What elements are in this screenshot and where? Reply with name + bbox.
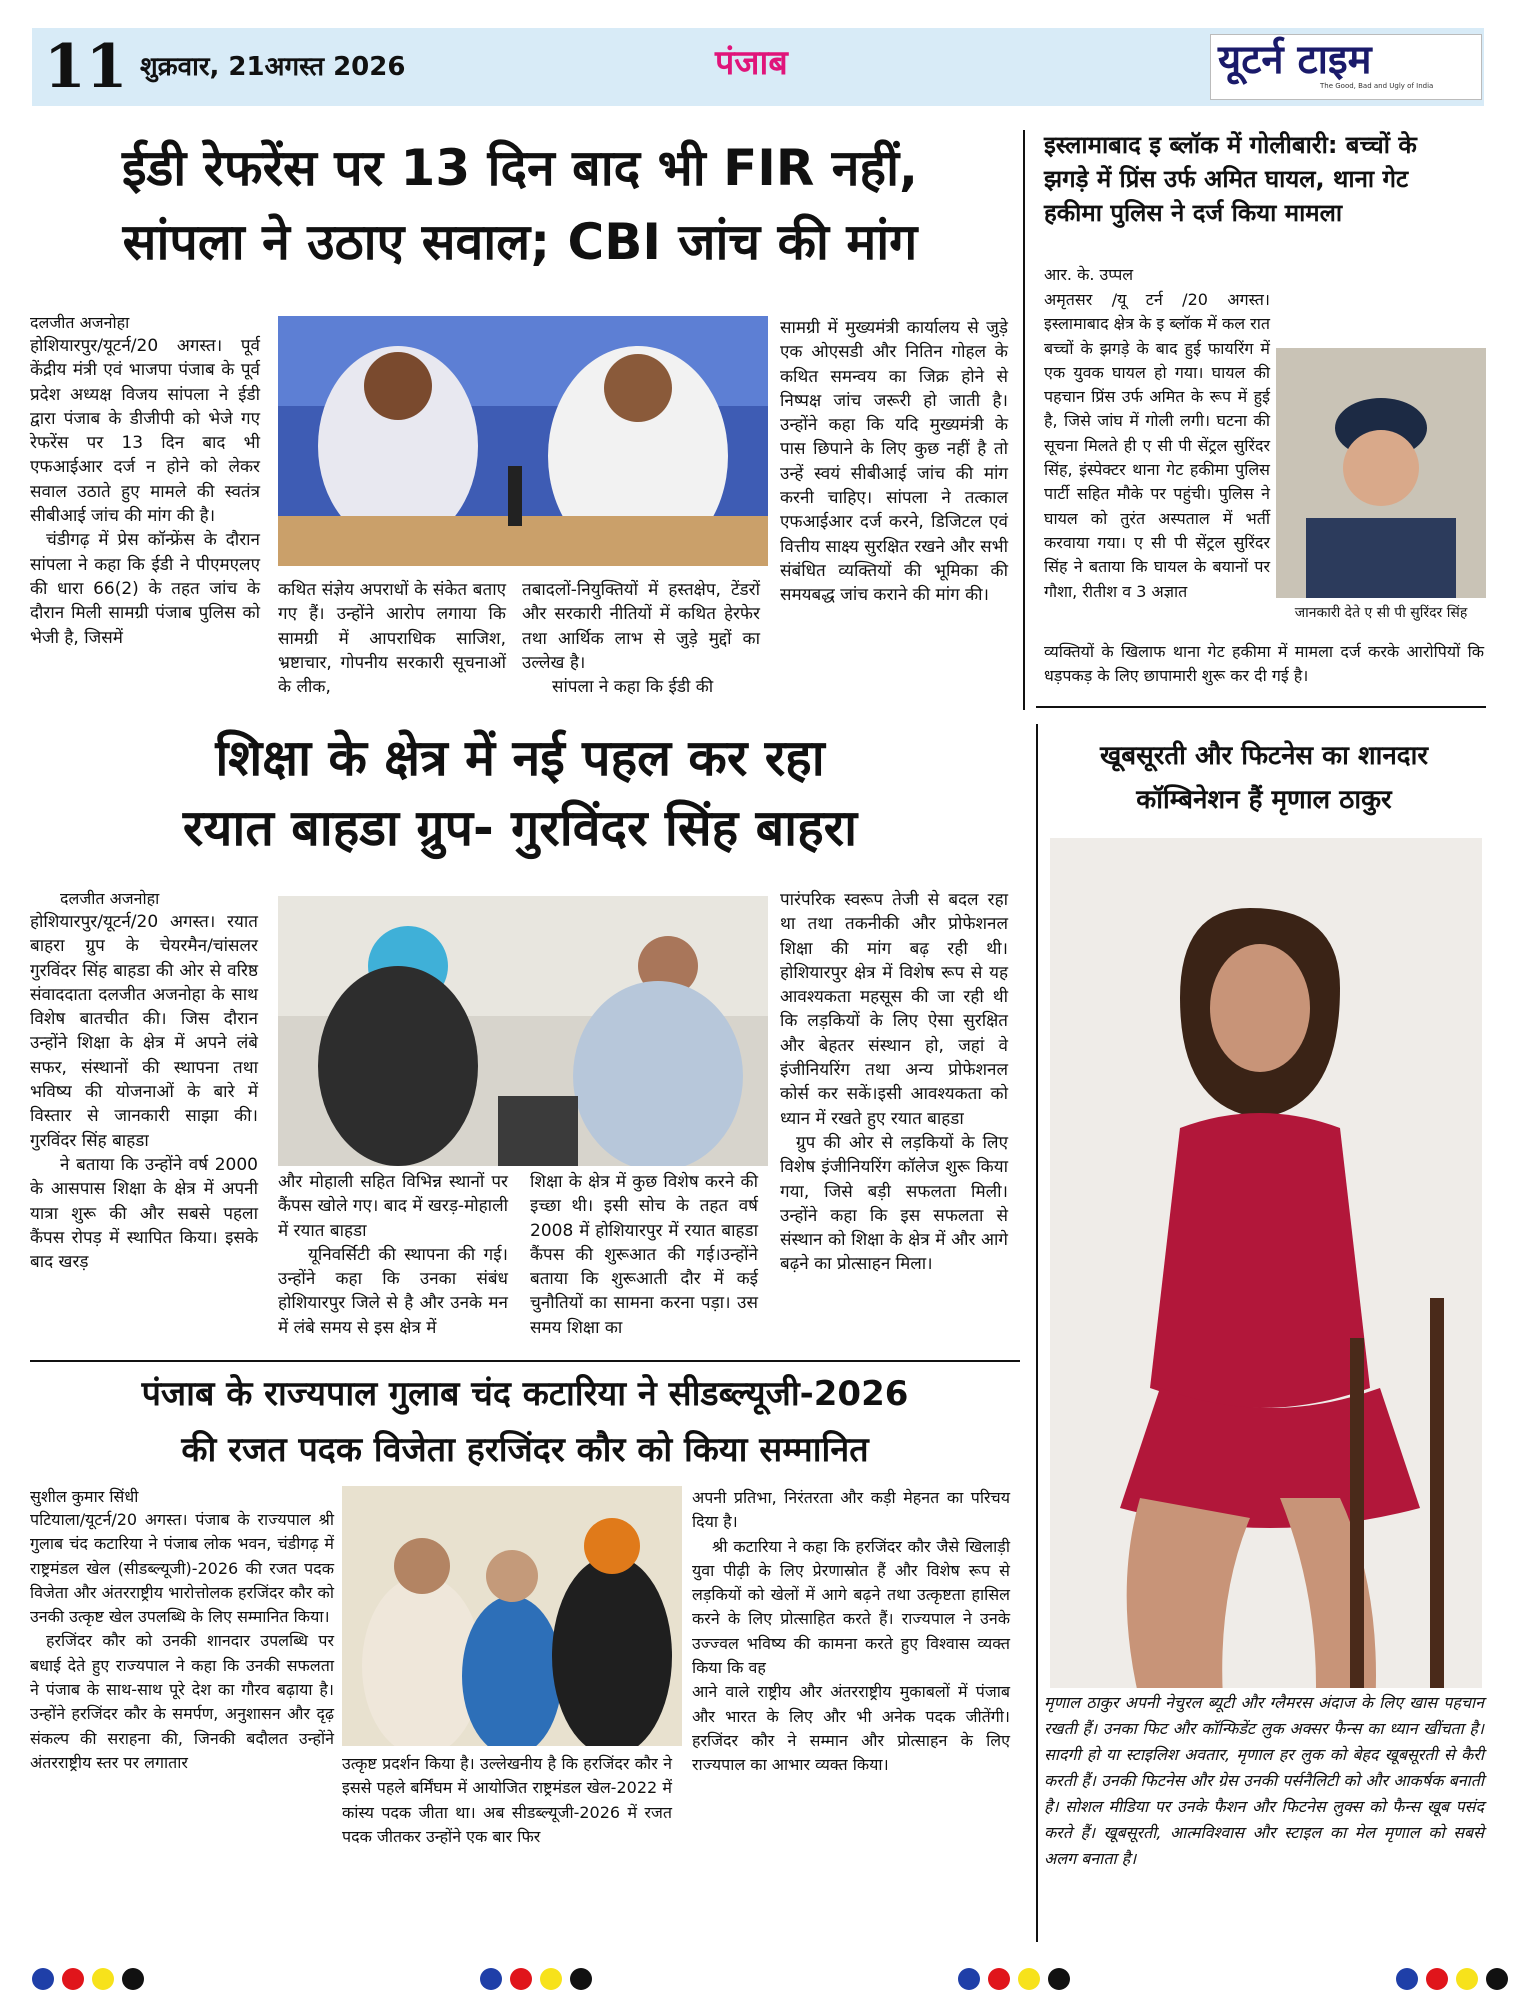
story4-headline-line2: कॉम्बिनेशन हैं मृणाल ठाकुर: [1136, 785, 1392, 815]
reg-dot-red: [988, 1968, 1010, 1990]
column-divider: [1023, 130, 1025, 710]
story1-col3-para1: तबादलों-नियुक्तियों में हस्तक्षेप, टेंडरों और सरकारी नीतियों में कथित हेरफेर तथा आर्थिक लाभ से जुड़े मुद्दों का उल्लेख है।: [522, 580, 760, 673]
story5-col1-para2: हरजिंदर कौर को उनकी शानदार उपलब्धि पर बधाई देते हुए राज्यपाल ने कहा कि उनकी सफलता ने पंजाब के साथ-साथ पूरे देश का गौरव बढ़ाया है। उन्होंने हरजिंदर कौर के समर्पण, अनुशासन और दृढ़ संकल्प की सराहना की, जिनकी बदौलत उन्होंने अंतरराष्ट्रीय स्तर पर लगातार: [30, 1631, 334, 1772]
police-officer-illustration: [1276, 348, 1486, 628]
story3-column4: [780, 888, 1008, 1277]
reg-dot-black: [1048, 1968, 1070, 1990]
story2-body-end: व्यक्तियों के खिलाफ थाना गेट हकीमा में मामला दर्ज करके आरोपियों कि धड़पकड़ के लिए छापामारी शुरू कर दी गई है।: [1044, 642, 1484, 686]
story1-col3-para2: सांपला ने कहा कि ईडी की: [552, 677, 714, 698]
reg-dot-yellow: [1456, 1968, 1478, 1990]
story5-col3-para1: अपनी प्रतिभा, निरंतरता और कड़ी मेहनत का परिचय दिया है।: [692, 1488, 1010, 1532]
story1-reporter: दलजीत अजनोहा: [30, 313, 130, 332]
story5-reporter: सुशील कुमार सिंधी: [30, 1487, 139, 1506]
masthead-tagline: The Good, Bad and Ugly of India: [1320, 82, 1434, 90]
story2-headline-line1: इस्लामाबाद इ ब्लॉक में गोलीबारी: बच्चों के: [1044, 131, 1417, 159]
story4-headline: [1044, 734, 1484, 822]
reg-dot-blue: [958, 1968, 980, 1990]
felicitation-illustration: [342, 1486, 682, 1746]
story2-headline: [1044, 128, 1484, 230]
interview-illustration: [278, 896, 768, 1166]
story3-column2: [278, 1170, 508, 1340]
reg-dot-black: [570, 1968, 592, 1990]
story3-column3: शिक्षा के क्षेत्र में कुछ विशेष करने की इच्छा थी। इसी सोच के तहत वर्ष 2008 में होशियारपुर में रयात बाहडा कैंपस की शुरूआत की गई।उन्होंने बताया कि शुरूआती दौर में कई चुनौतियों का सामना करना पड़ा। उस समय शिक्षा का: [530, 1172, 758, 1338]
reg-dot-red: [62, 1968, 84, 1990]
reg-dot-yellow: [540, 1968, 562, 1990]
reg-dot-blue: [480, 1968, 502, 1990]
reg-dot-red: [510, 1968, 532, 1990]
story1-column1: [30, 334, 260, 650]
reg-dot-black: [1486, 1968, 1508, 1990]
story5-column3: [692, 1486, 1010, 1778]
story2-photo-caption: जानकारी देते ए सी पी सुरिंदर सिंह: [1276, 598, 1486, 628]
story3-headline-line1: शिक्षा के क्षेत्र में नई पहल कर रहा: [215, 729, 825, 787]
story1-column2: कथित संज्ञेय अपराधों के संकेत बताए गए हैं। उन्होंने आरोप लगाया कि सामग्री में आपराधिक साजिश, भ्रष्टाचार, गोपनीय सरकारी सूचनाओं के लीक,: [278, 580, 506, 698]
story2-officer-photo: [1276, 348, 1486, 628]
story1-col1-para1: होशियारपुर/यूटर्न/20 अगस्त। पूर्व केंद्रीय मंत्री एवं भाजपा पंजाब के पूर्व प्रदेश अध्यक्ष विजय सांपला ने ईडी द्वारा पंजाब के डीजीपी को भेजे गए रेफरेंस पर 13 दिन बाद भी एफआईआर दर्ज न होने को लेकर सवाल उठाते हुए मामले की स्वतंत्र सीबीआई जांच की मांग की है।: [30, 336, 260, 527]
story4-headline-line1: खूबसूरती और फिटनेस का शानदार: [1100, 741, 1428, 771]
story2-body: अमृतसर /यू टर्न /20 अगस्त। इस्लामाबाद क्षेत्र के इ ब्लॉक में कल रात बच्चों के झगड़े के बाद हुई फायरिंग में एक युवक घायल हो गया। घायल की पहचान प्रिंस उर्फ अमित के रूप में हुई है, जिसे जांघ में गोली लगी। घटना की सूचना मिलते ही ए सी पी सेंट्रल सुरिंदर सिंह, इंस्पेक्टर थाना गेट हकीमा पुलिस पार्टी सहित मौके पर पहुंची। पुलिस ने घायल को तुरंत अस्पताल में भर्ती करवाया गया। ए सी पी सेंट्रल सुरिंदर सिंह ने बताया कि घायल के बयानों पर गौशा, रीतीश व 3 अज्ञात: [1044, 290, 1270, 601]
story5-col1-para1: पटियाला/यूटर्न/20 अगस्त। पंजाब के राज्यपाल श्री गुलाब चंद कटारिया ने पंजाब लोक भवन, चंडीगढ़ में राष्ट्रमंडल खेल (सीडब्ल्यूजी)-2026 की रजत पदक विजेता और अंतरराष्ट्रीय भारोत्तोलक हरजिंदर कौर को उनकी उत्कृष्ट खेल उपलब्धि के लिए सम्मानित किया।: [30, 1510, 334, 1627]
reg-dot-yellow: [92, 1968, 114, 1990]
story3-headline-line2: रयात बाहडा ग्रुप- गुरविंदर सिंह बाहरा: [182, 799, 858, 857]
story3-col4-para1: पारंपरिक स्वरूप तेजी से बदल रहा था तथा तकनीकी और प्रोफेशनल शिक्षा की मांग बढ़ रही थी। होशियारपुर क्षेत्र में विशेष रूप से यह आवश्यकता महसूस की जा रही थी कि लड़कियों के लिए ऐसा सुरक्षित और बेहतर संस्थान हो, जहां वे इंजीनियरिंग तथा अन्य प्रोफेशनल कोर्स कर सकें।इसी आवश्यकता को ध्यान में रखते हुए रयात बाहडा: [780, 890, 1008, 1129]
story5-felicitation-photo: [342, 1486, 682, 1746]
divider: [1036, 706, 1486, 708]
story1-column4: सामग्री में मुख्यमंत्री कार्यालय से जुड़े एक ओएसडी और नितिन गोहल के कथित समन्वय का जिक्र होने से निष्पक्ष जांच जरूरी हो जाती है। उन्होंने कहा कि यदि मुख्यमंत्री के पास छिपाने के लिए कुछ नहीं है तो उन्हें स्वयं सीबीआई जांच की मांग करनी चाहिए। सांपला ने तत्काल एफआईआर दर्ज करने, डिजिटल एवं वित्तीय साक्ष्य सुरक्षित रखने और सभी संबंधित व्यक्तियों की भूमिका की समयबद्ध जांच कराने की मांग की।: [780, 318, 1008, 606]
story1-column3: [522, 578, 760, 699]
story2-headline-line3: हकीमा पुलिस ने दर्ज किया मामला: [1044, 199, 1343, 227]
story3-col2-para1: और मोहाली सहित विभिन्न स्थानों पर कैंपस खोले गए। बाद में खरड़-मोहाली में रयात बाहडा: [278, 1172, 508, 1241]
page-number: 11: [44, 32, 128, 102]
story4-caption: मृणाल ठाकुर अपनी नेचुरल ब्यूटी और ग्लैमरस अंदाज के लिए खास पहचान रखती हैं। उनका फिट और कॉन्फिडेंट लुक अक्सर फैन्स का ध्यान खींचता है। सादगी हो या स्टाइलिश अवतार, मृणाल हर लुक को बेहद खूबसूरती से कैरी करती हैं। उनकी फिटनेस और ग्रेस उनकी पर्सनैलिटी को और आकर्षक बनाती है। सोशल मीडिया पर उनके फैशन और फिटनेस लुक्स को फैन्स खूब पसंद करते हैं। खूबसूरती, आत्मविश्वास और स्टाइल का मेल मृणाल को सबसे अलग बनाता है।: [1044, 1693, 1484, 1868]
story3-col1-para1: होशियारपुर/यूटर्न/20 अगस्त। रयात बाहरा ग्रुप के चेयरमैन/चांसलर गुरविंदर सिंह बाहडा की ओर से वरिष्ठ संवाददाता दलजीत अजनोहा के साथ विशेष बातचीत की। जिस दौरान उन्होंने शिक्षा के क्षेत्र में अपने लंबे सफर, संस्थानों की स्थापना तथा भविष्य की योजनाओं के बारे में विस्तार से जानकारी साझा की।गुरविंदर सिंह बाहडा: [30, 912, 258, 1151]
story3-interview-photo: [278, 896, 768, 1166]
story1-col1-para2: चंडीगढ़ में प्रेस कॉन्फ्रेंस के दौरान सांपला ने कहा कि ईडी ने पीएमएलए की धारा 66(2) के तहत जांच के दौरान मिली सामग्री पंजाब पुलिस को भेजी है, जिसमें: [30, 530, 260, 648]
section-name: पंजाब: [715, 43, 788, 83]
story3-column1: [30, 910, 258, 1274]
reg-dot-black: [122, 1968, 144, 1990]
story5-headline-line1: पंजाब के राज्यपाल गुलाब चंद कटारिया ने सीडब्ल्यूजी-2026: [141, 1374, 909, 1414]
story5-column2: उत्कृष्ट प्रदर्शन किया है। उल्लेखनीय है कि हरजिंदर कौर ने इससे पहले बर्मिंघम में आयोजित राष्ट्रमंडल खेल-2022 में कांस्य पदक जीता था। अब सीडब्ल्यूजी-2026 में रजत पदक जीतकर उन्होंने एक बार फिर: [342, 1754, 672, 1846]
story1-headline-line2: सांपला ने उठाए सवाल; CBI जांच की मांग: [122, 213, 918, 271]
divider: [30, 1360, 1020, 1362]
issue-date: शुक्रवार, 21अगस्त 2026: [140, 52, 406, 82]
story3-col1-para2: ने बताया कि उन्होंने वर्ष 2000 के आसपास शिक्षा के क्षेत्र में अपनी यात्रा शुरू की और सबसे पहला कैंपस रोपड़ में स्थापित किया। इसके बाद खरड़: [30, 1154, 258, 1273]
story5-column1: [30, 1508, 334, 1775]
story1-press-photo: [278, 316, 768, 566]
story3-col2-para2: यूनिवर्सिटी की स्थापना की गई।उन्होंने कहा कि उनका संबंध होशियारपुर जिले से है और उनके मन में लंबे समय से इस क्षेत्र में: [278, 1244, 508, 1338]
masthead-logo: यूटर्न टाइम: [1218, 37, 1372, 83]
reg-dot-red: [1426, 1968, 1448, 1990]
reg-dot-blue: [1396, 1968, 1418, 1990]
story2-headline-line2: झगड़े में प्रिंस उर्फ अमित घायल, थाना गेट: [1044, 165, 1409, 193]
story5-headline-line2: की रजत पदक विजेता हरजिंदर कौर को किया सम्मानित: [181, 1430, 869, 1470]
reg-dot-yellow: [1018, 1968, 1040, 1990]
story1-headline-line1: ईडी रेफरेंस पर 13 दिन बाद भी FIR नहीं,: [121, 139, 919, 197]
story3-col4-para2: ग्रुप की ओर से लड़कियों के लिए विशेष इंजीनियरिंग कॉलेज शुरू किया गया, जिसे बड़ी सफलता मिली। उन्होंने कहा कि इस सफलता से संस्थान को शिक्षा के क्षेत्र में और आगे बढ़ने का प्रोत्साहन मिला।: [780, 1132, 1008, 1275]
story2-reporter: आर. के. उप्पल: [1044, 265, 1134, 284]
registration-marks: [0, 1968, 1536, 1998]
column-divider: [1036, 724, 1038, 1942]
story5-col3-para2: श्री कटारिया ने कहा कि हरजिंदर कौर जैसे खिलाड़ी युवा पीढ़ी के लिए प्रेरणास्रोत हैं और विशेष रूप से लड़कियों को खेलों में आगे बढ़ने तथा उत्कृष्टता हासिल करने के लिए प्रोत्साहित करते हैं। राज्यपाल ने उनके उज्ज्वल भविष्य की कामना करते हुए विश्वास व्यक्त किया कि वह: [692, 1536, 1010, 1678]
story5-col3-para3: आने वाले राष्ट्रीय और अंतरराष्ट्रीय मुकाबलों में पंजाब और भारत के लिए और भी अनेक पदक जीतेंगी। हरजिंदर कौर ने सम्मान और प्रोत्साहन के लिए राज्यपाल का आभार व्यक्त किया।: [692, 1682, 1010, 1775]
reg-dot-blue: [32, 1968, 54, 1990]
story3-reporter: दलजीत अजनोहा: [60, 889, 160, 908]
press-conference-illustration: [278, 316, 768, 566]
